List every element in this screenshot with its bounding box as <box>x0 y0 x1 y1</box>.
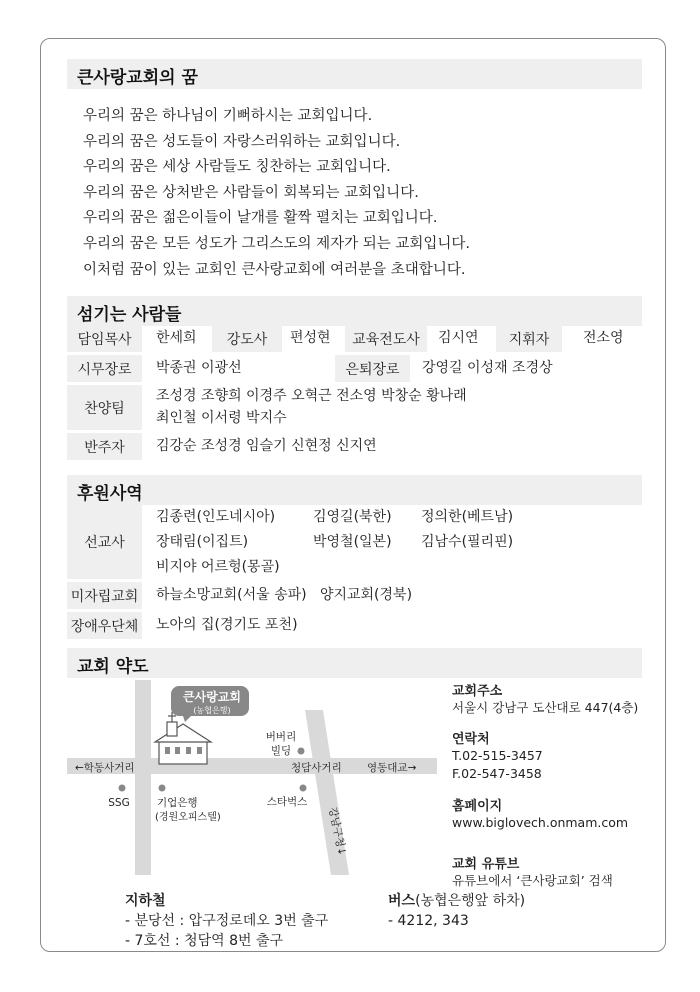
address-value: 서울시 강남구 도산대로 447(4층) <box>452 700 639 715</box>
name-conductor: 전소영 <box>583 330 624 346</box>
missionary: 비지야 어르헝(몽골) <box>156 559 280 575</box>
dream-line: 우리의 꿈은 젊은이들이 날개를 활짝 펼치는 교회입니다. <box>83 210 438 227</box>
support-title: 후원사역 <box>77 484 143 504</box>
dream-section-header <box>67 59 642 89</box>
ibk-marker-icon <box>159 785 166 792</box>
map-ibk-1: 기업은행 <box>157 797 198 809</box>
small-churches: 하늘소망교회(서울 송파) 양지교회(경북) <box>156 587 413 603</box>
accompanist-names: 김강순 조성경 임슬기 신현정 신지연 <box>156 438 377 454</box>
label-senior-pastor: 담임목사 <box>67 325 142 352</box>
tel-value: T.02-515-3457 <box>452 748 543 763</box>
road-vertical-left <box>135 680 151 875</box>
name-senior-pastor: 한세희 <box>156 330 197 346</box>
dream-lines <box>83 104 470 283</box>
map-burberry-1: 버버리 <box>265 731 297 743</box>
dream-line: 우리의 꿈은 상처받은 사람들이 회복되는 교회입니다. <box>83 184 419 201</box>
map-church-name: 큰사랑교회 <box>183 690 241 704</box>
burberry-marker-icon <box>298 748 305 755</box>
bus-sub: (농협은행앞 하차) <box>415 893 526 909</box>
directions-title: 교회 약도 <box>77 657 149 677</box>
label-accompanist: 반주자 <box>67 433 142 460</box>
retired-elders-names: 강영길 이성재 조경상 <box>422 360 553 376</box>
servants-title: 섬기는 사람들 <box>77 305 182 325</box>
missionary: 정의한(베트남) <box>421 509 514 525</box>
contact-title: 연락처 <box>452 732 490 747</box>
youtube-value: 유튜브에서 ‘큰사랑교회’ 검색 <box>452 873 613 888</box>
label-education-minister: 교육전도사 <box>345 325 427 352</box>
missionary: 김종련(인도네시아) <box>156 509 276 525</box>
bus-title: 버스 <box>388 893 416 909</box>
name-education-minister: 김시연 <box>438 330 479 346</box>
map-hakdong: ←학동사거리 <box>75 762 135 774</box>
address-title: 교회주소 <box>452 684 503 699</box>
bus-block <box>388 891 525 931</box>
subway-block <box>125 891 328 951</box>
map-ssg: SSG <box>108 797 130 809</box>
subway-title: 지하철 <box>125 893 166 909</box>
dream-line: 우리의 꿈은 세상 사람들도 칭찬하는 교회입니다. <box>83 159 391 176</box>
map-starbucks: 스타벅스 <box>266 796 308 808</box>
missionary: 김남수(필리핀) <box>421 534 514 550</box>
elders-names: 박종권 이광선 <box>156 360 242 376</box>
dream-line: 우리의 꿈은 성도들이 자랑스러워하는 교회입니다. <box>83 133 401 150</box>
directions-section-header <box>67 648 642 678</box>
map-burberry-2: 빌딩 <box>270 745 292 757</box>
map-church-sub: (농협은행) <box>193 706 231 715</box>
address-block <box>452 680 638 717</box>
homepage-block <box>452 795 628 832</box>
label-elders: 시무장로 <box>67 355 142 382</box>
label-preacher: 강도사 <box>212 325 282 352</box>
dream-title: 큰사랑교회의 꿈 <box>77 68 198 88</box>
fax-value: F.02-547-3458 <box>452 766 542 781</box>
bus-lines: - 4212, 343 <box>388 913 469 929</box>
church-map <box>67 680 447 880</box>
label-choir: 찬양팀 <box>67 385 142 430</box>
label-conductor: 지휘자 <box>496 325 562 352</box>
label-disability-org: 장애우단체 <box>67 612 142 639</box>
map-gangnamgu: 강남구청↓ <box>326 806 349 857</box>
contact-block <box>452 728 543 783</box>
starbucks-marker-icon <box>300 785 307 792</box>
dream-line: 우리의 꿈은 하나님이 기뻐하시는 교회입니다. <box>83 108 373 124</box>
missionary: 박영철(일본) <box>313 534 392 550</box>
ssg-marker-icon <box>119 785 126 792</box>
label-missionaries: 선교사 <box>67 505 142 579</box>
missionary: 장태림(이집트) <box>156 534 249 550</box>
label-small-churches: 미자립교회 <box>67 582 142 609</box>
servants-section-header <box>67 296 642 326</box>
map-cheongdam: 청담사거리 <box>291 762 342 774</box>
church-building-icon <box>155 712 211 764</box>
dream-line: 이처럼 꿈이 있는 교회인 큰사랑교회에 여러분을 초대합니다. <box>83 261 466 278</box>
homepage-link[interactable]: www.biglovech.onmam.com <box>452 815 629 830</box>
choir-names-2: 최인철 이서령 박지수 <box>156 410 287 426</box>
missionary: 김영길(북한) <box>313 509 392 525</box>
homepage-title: 홈페이지 <box>452 799 503 814</box>
dream-line: 우리의 꿈은 모든 성도가 그리스도의 제자가 되는 교회입니다. <box>83 235 471 252</box>
label-retired-elders: 은퇴장로 <box>335 355 410 382</box>
disability-org: 노아의 집(경기도 포천) <box>156 617 298 633</box>
choir-names-1: 조성경 조향희 이경주 오혁근 전소영 박창순 황나래 <box>156 388 467 404</box>
youtube-block <box>452 853 613 890</box>
subway-line-1: - 분당선 : 압구정로데오 3번 출구 <box>125 913 329 929</box>
map-yeongdong: 영동대교→ <box>367 762 417 774</box>
youtube-title: 교회 유튜브 <box>452 857 520 872</box>
name-preacher: 편성현 <box>290 330 331 346</box>
map-ibk-2: (경원오피스텔) <box>155 812 221 823</box>
subway-line-2: - 7호선 : 청담역 8번 출구 <box>125 933 284 949</box>
support-section-header <box>67 475 642 505</box>
